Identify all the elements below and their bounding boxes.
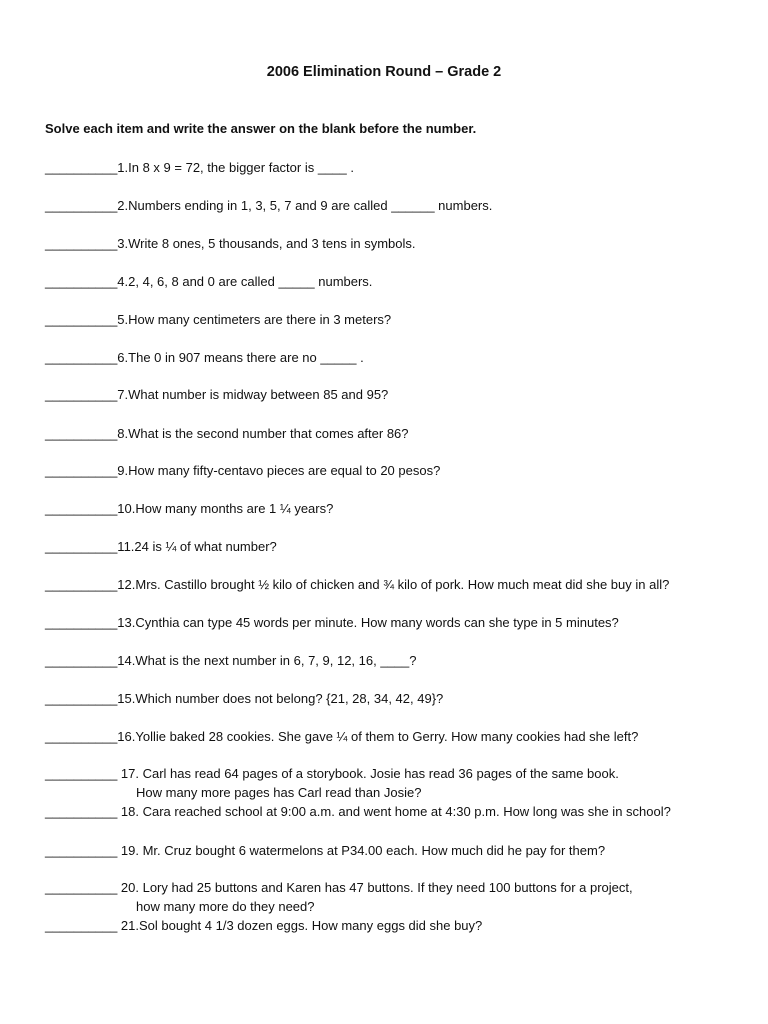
question-4: __________4.2, 4, 6, 8 and 0 are called _____ numbers. (45, 274, 373, 289)
question-1: __________1.In 8 x 9 = 72, the bigger factor is ____ . (45, 160, 354, 175)
question-12: __________12.Mrs. Castillo brought ½ kilo of chicken and ¾ kilo of pork. How much meat did she buy in all? (45, 577, 670, 592)
question-11: __________11.24 is ¼ of what number? (45, 539, 277, 554)
question-5: __________5.How many centimeters are there in 3 meters? (45, 312, 392, 327)
page-title: 2006 Elimination Round – Grade 2 (266, 64, 502, 80)
question-21: __________ 21.Sol bought 4 1/3 dozen eggs. How many eggs did she buy? (45, 918, 483, 933)
question-2: __________2.Numbers ending in 1, 3, 5, 7 and 9 are called ______ numbers. (45, 198, 493, 213)
question-3: __________3.Write 8 ones, 5 thousands, and 3 tens in symbols. (45, 236, 416, 251)
question-18: __________ 18. Cara reached school at 9:00 a.m. and went home at 4:30 p.m. How long was she in school? (45, 804, 671, 819)
question-14: __________14.What is the next number in 6, 7, 9, 12, 16, ____? (45, 653, 417, 668)
question-9: __________9.How many fifty-centavo pieces are equal to 20 pesos? (45, 463, 441, 478)
question-8: __________8.What is the second number that comes after 86? (45, 426, 409, 441)
question-13: __________13.Cynthia can type 45 words per minute. How many words can she type in 5 minutes? (45, 615, 619, 630)
question-20-continuation: how many more do they need? (136, 899, 315, 914)
question-7: __________7.What number is midway between 85 and 95? (45, 387, 389, 402)
question-10: __________10.How many months are 1 ¼ years? (45, 501, 334, 516)
question-17: __________ 17. Carl has read 64 pages of a storybook. Josie has read 36 pages of the same book. (45, 766, 619, 781)
question-19: __________ 19. Mr. Cruz bought 6 watermelons at P34.00 each. How much did he pay for them? (45, 843, 606, 858)
question-15: __________15.Which number does not belong? {21, 28, 34, 42, 49}? (45, 691, 444, 706)
question-20: __________ 20. Lory had 25 buttons and Karen has 47 buttons. If they need 100 buttons for a project, (45, 880, 633, 895)
question-16: __________16.Yollie baked 28 cookies. She gave ¼ of them to Gerry. How many cookies had she left? (45, 729, 639, 744)
question-17-continuation: How many more pages has Carl read than Josie? (136, 785, 422, 800)
question-6: __________6.The 0 in 907 means there are no _____ . (45, 350, 364, 365)
instructions: Solve each item and write the answer on the blank before the number. (45, 121, 477, 136)
